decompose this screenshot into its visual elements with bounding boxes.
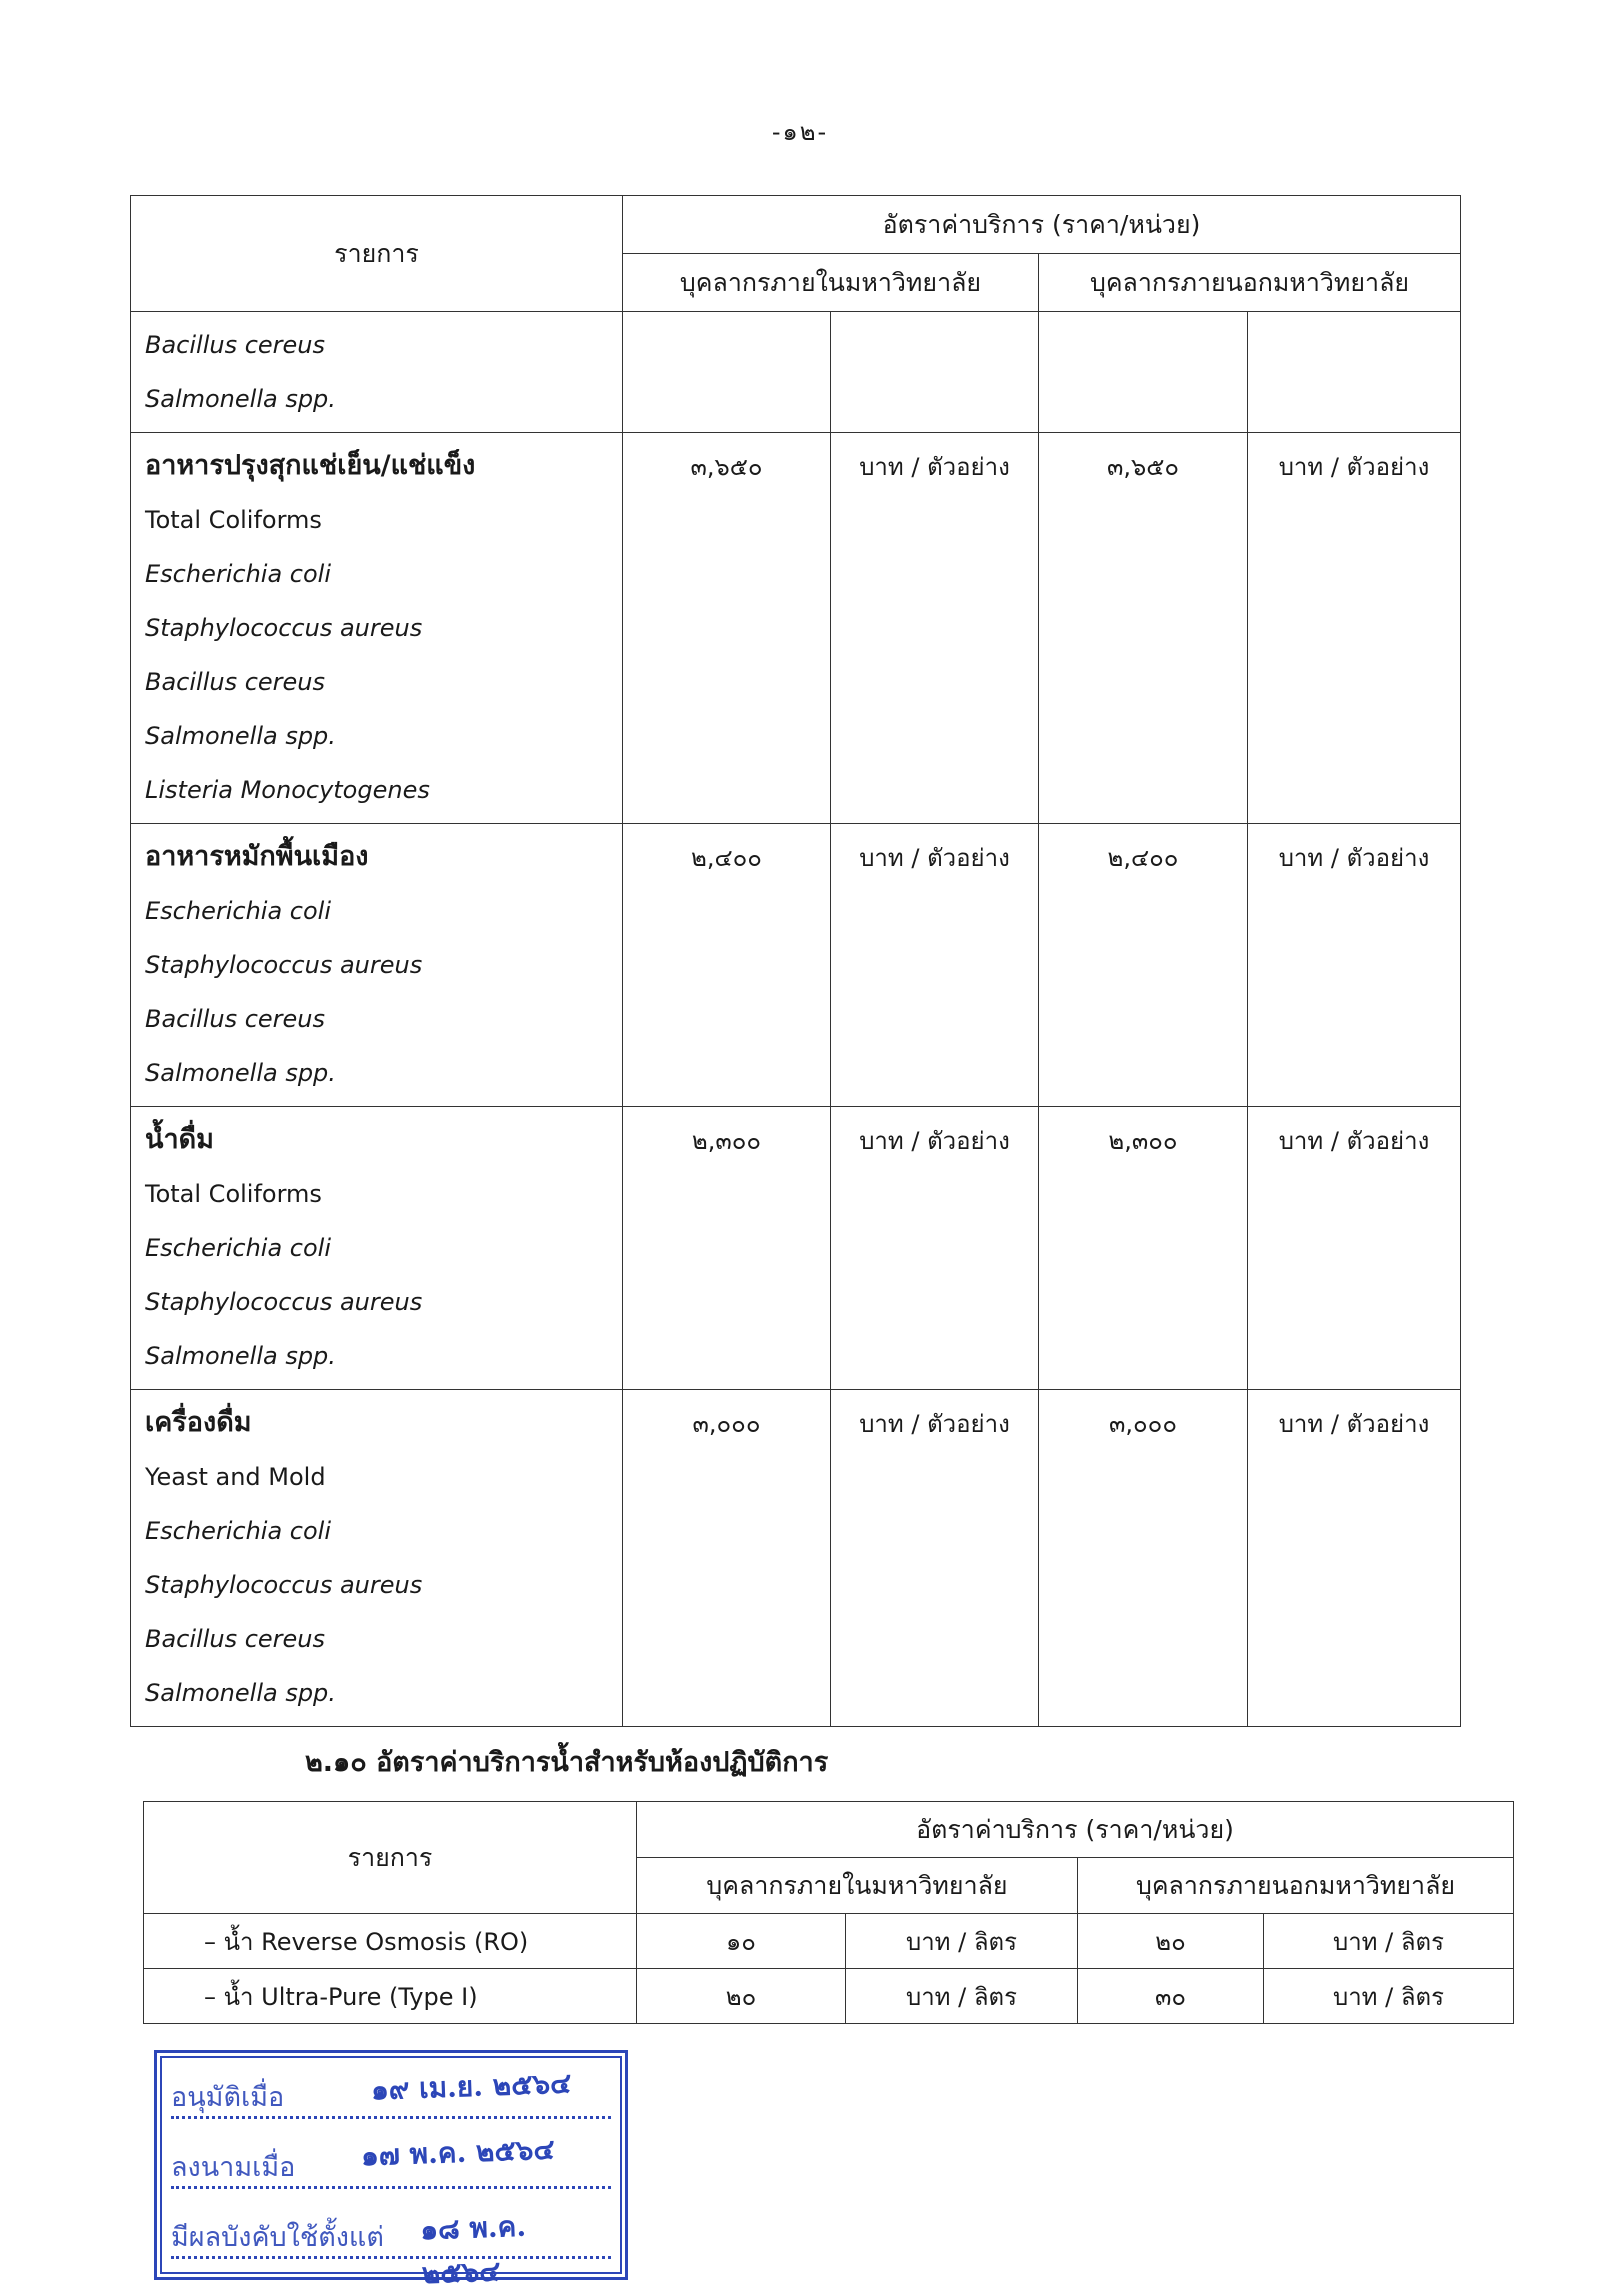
list-item: Staphylococcus aureus [145,1288,423,1316]
table-row [131,1107,1461,1390]
internal-unit: บาท / ลิตร [846,1914,1078,1969]
list-item: Staphylococcus aureus [145,614,423,642]
water-item: – น้ำ Reverse Osmosis (RO) [144,1914,637,1969]
rate-column-header: อัตราค่าบริการ (ราคา/หน่วย) [637,1802,1514,1858]
external-unit: บาท / ตัวอย่าง [1248,1107,1461,1390]
table-row [131,312,1461,433]
list-item: Salmonella spp. [145,385,336,413]
stamp-effective-label: มีผลบังคับใช้ตั้งแต่ [171,2222,384,2253]
table-row [131,433,1461,824]
category-title: น้ำดื่ม [145,1124,214,1155]
internal-unit: บาท / ตัวอย่าง [831,1390,1039,1727]
list-item: Yeast and Mold [145,1463,326,1491]
category-title: อาหารปรุงสุกแช่เย็น/แช่แข็ง [145,450,476,481]
water-item: – น้ำ Ultra-Pure (Type I) [144,1969,637,2024]
stamp-signed-date: ๑๗ พ.ค. ๒๕๖๔ [360,2132,556,2173]
category-title: เครื่องดื่ม [145,1407,252,1438]
internal-price: ๒,๔๐๐ [623,824,831,1107]
external-price: ๓,๖๕๐ [1039,433,1248,824]
continued-items-cell [131,312,623,433]
external-price: ๓,๐๐๐ [1039,1390,1248,1727]
external-staff-header: บุคลากรภายนอกมหาวิทยาลัย [1078,1858,1514,1914]
list-item: Staphylococcus aureus [145,951,423,979]
stamp-approved-date: ๑๙ เม.ย. ๒๕๖๔ [370,2066,572,2107]
approval-stamp [154,2050,628,2291]
external-price: ๒,๓๐๐ [1039,1107,1248,1390]
list-item: Bacillus cereus [145,1005,326,1033]
internal-price: ๒,๓๐๐ [623,1107,831,1390]
external-unit: บาท / ตัวอย่าง [1248,824,1461,1107]
list-item: Escherichia coli [145,1234,331,1262]
list-item: Escherichia coli [145,1517,331,1545]
internal-unit: บาท / ตัวอย่าง [831,824,1039,1107]
external-staff-header: บุคลากรภายนอกมหาวิทยาลัย [1039,254,1461,312]
internal-unit: บาท / ตัวอย่าง [831,433,1039,824]
table-row [131,824,1461,1107]
table-row [144,1969,1514,2024]
table-row [144,1914,1514,1969]
stamp-effective-line [171,2209,611,2291]
stamp-approved-line [171,2066,611,2123]
service-rate-table [130,195,1461,1727]
internal-staff-header: บุคลากรภายในมหาวิทยาลัย [623,254,1039,312]
list-item: Total Coliforms [145,1180,322,1208]
list-item: Listeria Monocytogenes [145,776,430,804]
category-title: อาหารหมักพื้นเมือง [145,841,369,872]
item-column-header: รายการ [131,196,623,312]
internal-unit: บาท / ตัวอย่าง [831,1107,1039,1390]
list-item: Staphylococcus aureus [145,1571,423,1599]
stamp-approved-label: อนุมัติเมื่อ [171,2082,285,2113]
list-item: Escherichia coli [145,897,331,925]
rate-column-header: อัตราค่าบริการ (ราคา/หน่วย) [623,196,1461,254]
list-item: Salmonella spp. [145,1342,336,1370]
internal-unit: บาท / ลิตร [846,1969,1078,2024]
stamp-signed-label: ลงนามเมื่อ [171,2152,296,2183]
water-rate-table [143,1801,1514,2024]
internal-price: ๒๐ [637,1969,846,2024]
list-item: Salmonella spp. [145,1059,336,1087]
list-item: Escherichia coli [145,560,331,588]
internal-price: ๑๐ [637,1914,846,1969]
external-unit: บาท / ตัวอย่าง [1248,1390,1461,1727]
external-unit: บาท / ตัวอย่าง [1248,433,1461,824]
stamp-effective-date: ๑๘ พ.ค. ๒๕๖๔ [419,2209,527,2291]
external-price: ๒,๔๐๐ [1039,824,1248,1107]
category-cell [131,433,623,824]
list-item: Salmonella spp. [145,1679,336,1707]
internal-price: ๓,๖๕๐ [623,433,831,824]
list-item: Total Coliforms [145,506,322,534]
list-item: Bacillus cereus [145,668,326,696]
external-price: ๒๐ [1078,1914,1264,1969]
list-item: Bacillus cereus [145,1625,326,1653]
item-column-header: รายการ [144,1802,637,1914]
page-number: -๑๒- [771,118,829,146]
stamp-signed-line [171,2132,611,2193]
external-unit: บาท / ลิตร [1264,1914,1514,1969]
category-cell [131,824,623,1107]
category-cell [131,1390,623,1727]
section-heading: ๒.๑๐ อัตราค่าบริการน้ำสำหรับห้องปฏิบัติการ [305,1747,829,1778]
category-cell [131,1107,623,1390]
external-price: ๓๐ [1078,1969,1264,2024]
internal-staff-header: บุคลากรภายในมหาวิทยาลัย [637,1858,1078,1914]
list-item: Salmonella spp. [145,722,336,750]
internal-price: ๓,๐๐๐ [623,1390,831,1727]
external-unit: บาท / ลิตร [1264,1969,1514,2024]
list-item: Bacillus cereus [145,331,326,359]
table-row [131,1390,1461,1727]
